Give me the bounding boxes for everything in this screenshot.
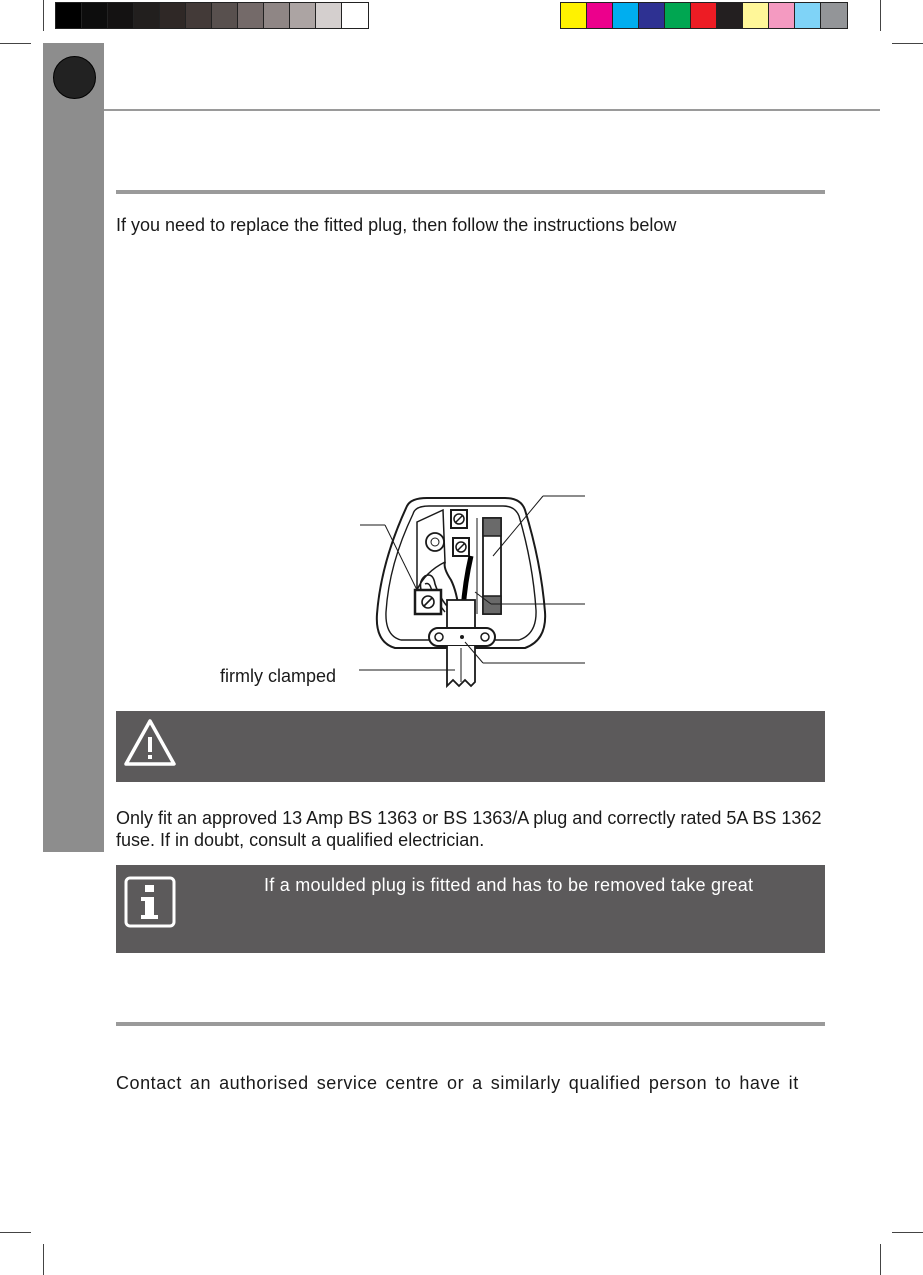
side-tab bbox=[43, 43, 104, 852]
color-calibration-bar bbox=[560, 2, 848, 29]
grayscale-calibration-bar bbox=[55, 2, 369, 29]
calibration-swatch bbox=[717, 3, 743, 28]
fuse-cap-top bbox=[483, 518, 501, 536]
calibration-swatch bbox=[561, 3, 587, 28]
header-rule bbox=[104, 109, 880, 111]
warning-box bbox=[116, 711, 825, 782]
crop-mark bbox=[0, 1232, 31, 1233]
calibration-swatch bbox=[134, 3, 160, 28]
calibration-swatch bbox=[769, 3, 795, 28]
info-text: If a moulded plug is fitted and has to be removed take great bbox=[264, 875, 754, 895]
intro-text: If you need to replace the fitted plug, then follow the instructions below bbox=[116, 215, 677, 235]
section-rule bbox=[116, 1022, 825, 1026]
calibration-swatch bbox=[342, 3, 368, 28]
clamp-label: firmly clamped bbox=[220, 666, 337, 686]
service-text: Contact an authorised service centre or a similarly qualified person to have it bbox=[116, 1073, 799, 1093]
calibration-swatch bbox=[82, 3, 108, 28]
calibration-swatch bbox=[795, 3, 821, 28]
calibration-swatch bbox=[743, 3, 769, 28]
calibration-swatch bbox=[316, 3, 342, 28]
calibration-swatch bbox=[212, 3, 238, 28]
crop-mark bbox=[892, 1232, 923, 1233]
calibration-swatch bbox=[587, 3, 613, 28]
calibration-swatch bbox=[186, 3, 212, 28]
crop-mark bbox=[43, 0, 44, 31]
chapter-marker bbox=[53, 56, 96, 99]
calibration-swatch bbox=[108, 3, 134, 28]
calibration-swatch bbox=[691, 3, 717, 28]
calibration-swatch bbox=[56, 3, 82, 28]
calibration-swatch bbox=[821, 3, 847, 28]
calibration-swatch bbox=[613, 3, 639, 28]
plug-wiring-diagram bbox=[355, 492, 595, 692]
crop-mark bbox=[880, 0, 881, 31]
fuse-cap-bottom bbox=[483, 596, 501, 614]
calibration-swatch bbox=[238, 3, 264, 28]
centre-post bbox=[426, 533, 444, 551]
section-rule bbox=[116, 190, 825, 194]
warning-text: Only fit an approved 13 Amp BS 1363 or BS 1363/A plug and correctly rated 5A BS 1362 fuse. If in doubt, consult a qualified electrician. bbox=[116, 808, 822, 850]
crop-mark bbox=[880, 1244, 881, 1275]
crop-mark bbox=[892, 43, 923, 44]
calibration-swatch bbox=[665, 3, 691, 28]
info-icon bbox=[124, 876, 176, 928]
crop-mark bbox=[0, 43, 31, 44]
calibration-swatch bbox=[290, 3, 316, 28]
crop-mark bbox=[43, 1244, 44, 1275]
calibration-swatch bbox=[264, 3, 290, 28]
calibration-swatch bbox=[160, 3, 186, 28]
cable-sheath bbox=[447, 600, 475, 630]
calibration-swatch bbox=[639, 3, 665, 28]
warning-triangle-icon bbox=[123, 718, 177, 768]
